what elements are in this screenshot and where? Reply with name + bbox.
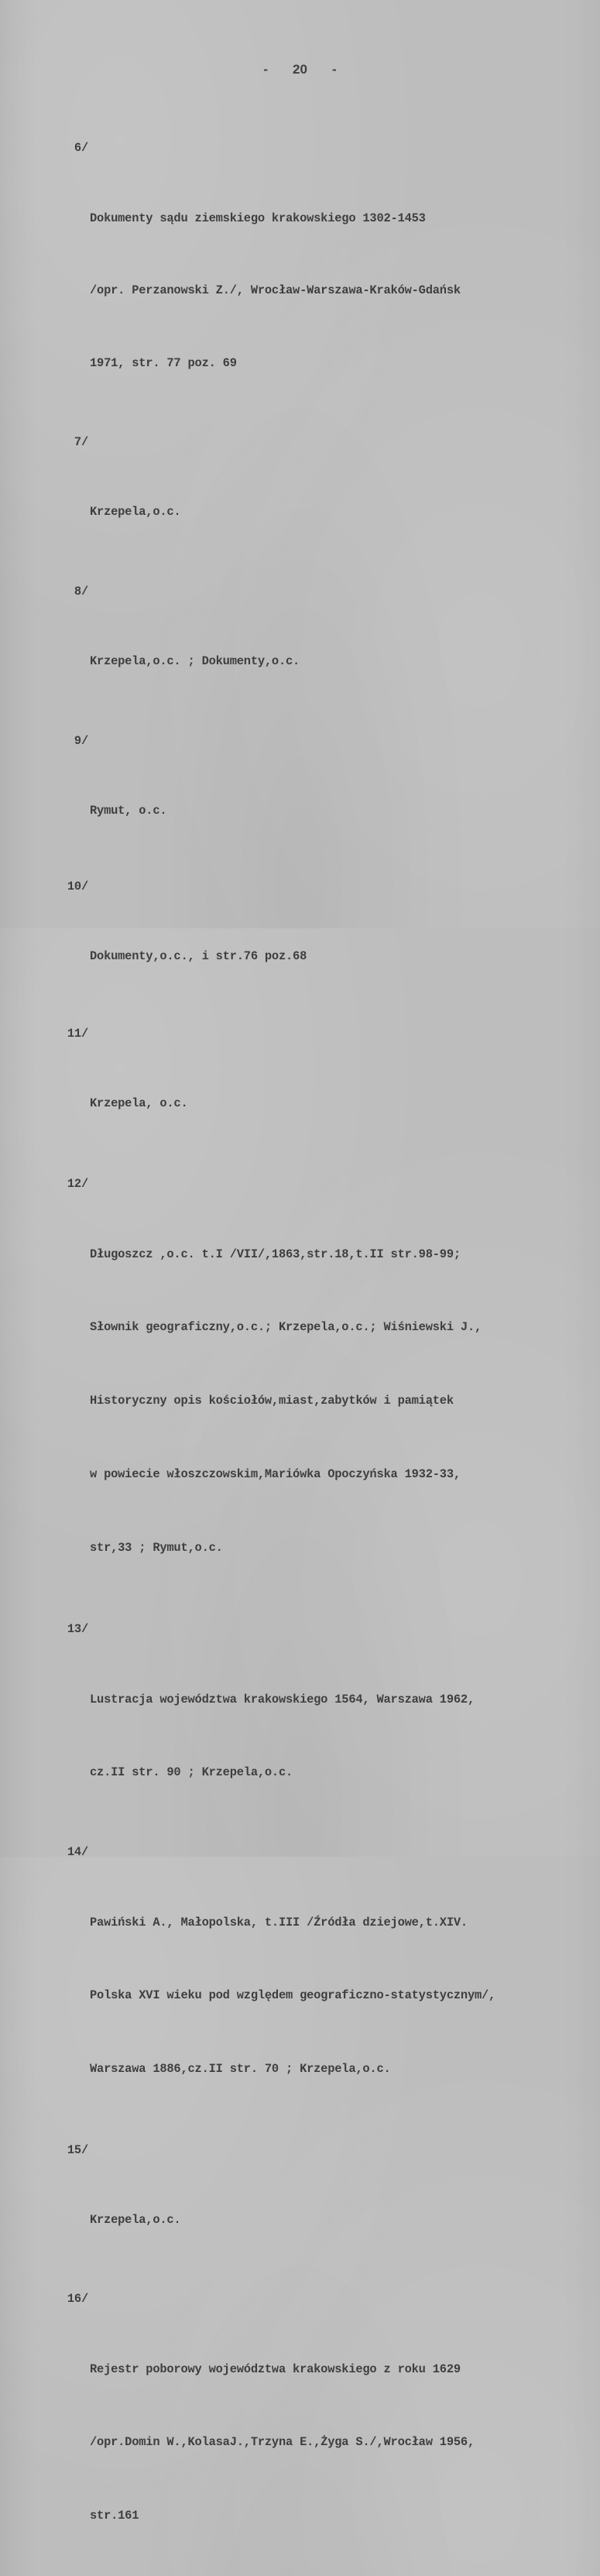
footnote-line: str.161 — [90, 2509, 139, 2523]
footnote-line: str,33 ; Rymut,o.c. — [90, 1541, 223, 1555]
page-number-value: 20 — [293, 62, 307, 77]
footnote-line: Polska XVI wieku pod względem geograficzno-statystycznym/, — [90, 1988, 496, 2002]
footnote-number: 7/ — [74, 435, 88, 449]
footnote-13 — [46, 1617, 596, 1833]
page-number-dash-left: - — [263, 62, 269, 77]
footnote-8 — [46, 580, 596, 719]
footnote-number: 8/ — [74, 585, 88, 599]
footnote-line: Dokumenty,o.c., i str.76 poz.68 — [90, 949, 307, 963]
footnote-15 — [46, 2139, 596, 2278]
footnote-line: Słownik geograficzny,o.c.; Krzepela,o.c.; Wiśniewski J., — [90, 1320, 482, 1334]
footnote-number: 6/ — [74, 141, 88, 155]
footnote-line: Lustracja województwa krakowskiego 1564, Warszawa 1962, — [90, 1693, 475, 1706]
footnote-line: cz.II str. 90 ; Krzepela,o.c. — [90, 1765, 293, 1779]
footnote-line: Rejestr poborowy województwa krakowskiego z roku 1629 — [90, 2362, 461, 2376]
footnote-number: 16/ — [67, 2292, 88, 2306]
footnote-line: Rymut, o.c. — [90, 804, 167, 818]
footnotes-list — [46, 136, 596, 2576]
footnote-7 — [46, 430, 596, 570]
footnote-10 — [46, 875, 596, 1014]
footnote-number: 15/ — [67, 2143, 88, 2157]
footnote-number: 13/ — [67, 1622, 88, 1636]
footnote-number: 12/ — [67, 1177, 88, 1191]
footnote-9 — [46, 729, 596, 869]
footnote-line: w powiecie włoszczowskim,Mariówka Opoczyńska 1932-33, — [90, 1467, 461, 1481]
footnote-line: Historyczny opis kościołów,miast,zabytków i pamiątek — [90, 1394, 454, 1408]
footnote-6 — [46, 136, 596, 423]
page-number-dash-right: - — [331, 62, 337, 77]
footnote-line: /opr. Perzanowski Z./, Wrocław-Warszawa-Kraków-Gdańsk — [90, 283, 461, 297]
footnote-11 — [46, 1022, 596, 1161]
footnote-number: 14/ — [67, 1845, 88, 1859]
footnote-line: Krzepela, o.c. — [90, 1096, 188, 1110]
footnote-line: Krzepela,o.c. — [90, 505, 181, 519]
footnote-line: 1971, str. 77 poz. 69 — [90, 356, 237, 370]
footnote-line: Dokumenty sądu ziemskiego krakowskiego 1302-1453 — [90, 211, 426, 225]
footnote-line: /opr.Domin W.,KolasaJ.,Trzyna E.,Żyga S./,Wrocław 1956, — [90, 2435, 475, 2449]
page-number — [0, 62, 600, 77]
footnote-line: Krzepela,o.c. — [90, 2213, 181, 2227]
footnote-14 — [46, 1840, 596, 2129]
footnote-12 — [46, 1172, 596, 1608]
footnote-line: Długoszcz ,o.c. t.I /VII/,1863,str.18,t.II str.98-99; — [90, 1247, 461, 1261]
footnote-number: 10/ — [67, 880, 88, 894]
footnote-line: Pawiński A., Małopolska, t.III /Źródła dziejowe,t.XIV. — [90, 1916, 468, 1929]
footnote-number: 11/ — [67, 1027, 88, 1041]
footnote-number: 9/ — [74, 734, 88, 748]
footnote-line: Warszawa 1886,cz.II str. 70 ; Krzepela,o.c. — [90, 2062, 391, 2076]
footnote-16 — [46, 2287, 596, 2576]
footnote-line: Krzepela,o.c. ; Dokumenty,o.c. — [90, 654, 300, 668]
